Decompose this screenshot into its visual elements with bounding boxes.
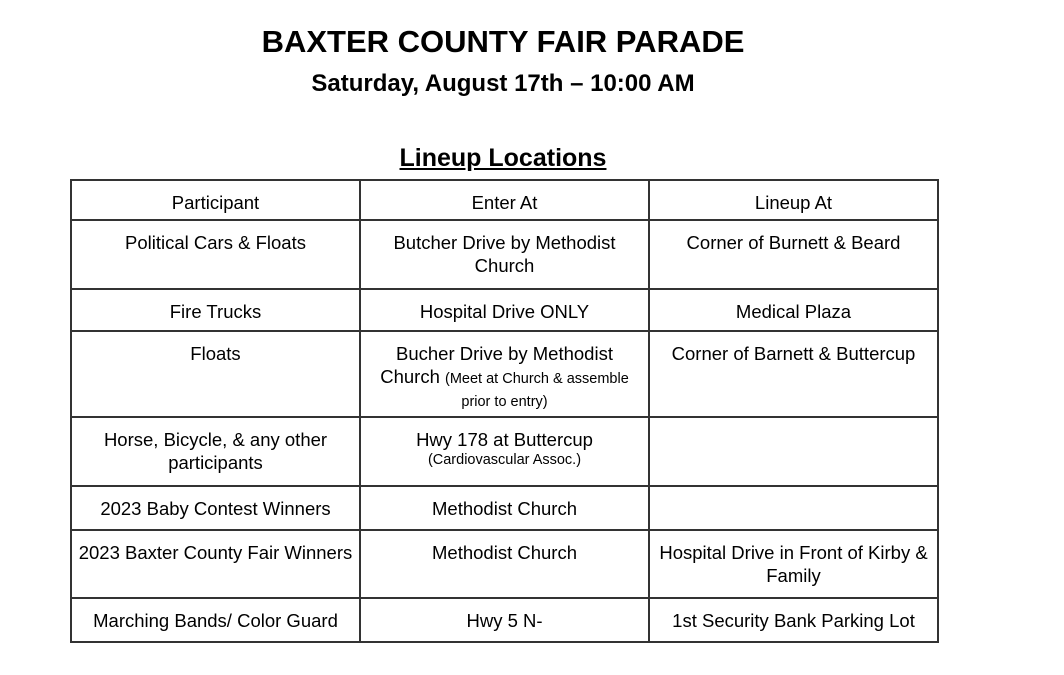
enter-at-text: Methodist Church — [432, 542, 577, 563]
lineup-at-cell — [649, 486, 938, 530]
page-title: BAXTER COUNTY FAIR PARADE — [261, 24, 745, 59]
table-row — [71, 530, 938, 598]
enter-at-cell — [360, 331, 649, 417]
lineup-at-cell: Medical Plaza — [649, 289, 938, 331]
participant-cell: Marching Bands/ Color Guard — [71, 598, 360, 642]
table-row — [71, 220, 938, 289]
enter-at-cell — [360, 417, 649, 486]
column-header-participant: Participant — [71, 180, 360, 220]
lineup-at-cell: Corner of Burnett & Beard — [649, 220, 938, 289]
lineup-table — [70, 179, 939, 643]
enter-at-cell — [360, 486, 649, 530]
enter-at-text: Hwy 178 at Buttercup — [416, 429, 593, 450]
lineup-at-cell: 1st Security Bank Parking Lot — [649, 598, 938, 642]
enter-at-text: Butcher Drive by Methodist Church — [393, 232, 616, 276]
participant-cell: Horse, Bicycle, & any other participants — [71, 417, 360, 486]
enter-at-cell — [360, 220, 649, 289]
participant-cell: 2023 Baxter County Fair Winners — [71, 530, 360, 598]
table-row — [71, 486, 938, 530]
page-subtitle: Saturday, August 17th – 10:00 AM — [311, 70, 695, 97]
enter-at-text: Bucher Drive by Methodist Church — [380, 343, 613, 387]
enter-at-cell — [360, 289, 649, 331]
table-row — [71, 598, 938, 642]
enter-at-text: Hwy 5 N- — [466, 610, 543, 631]
table-row — [71, 417, 938, 486]
participant-cell: Floats — [71, 331, 360, 417]
section-heading: Lineup Locations — [399, 144, 607, 172]
column-header-enter-at: Enter At — [360, 180, 649, 220]
table-row — [71, 331, 938, 417]
participant-cell: Fire Trucks — [71, 289, 360, 331]
enter-at-text: Hospital Drive ONLY — [419, 301, 590, 322]
table-header-row — [71, 180, 938, 220]
lineup-at-cell — [649, 417, 938, 486]
lineup-at-cell: Hospital Drive in Front of Kirby & Family — [649, 530, 938, 598]
enter-at-note: (Meet at Church & assemble prior to entry) — [445, 371, 629, 410]
enter-at-text: Methodist Church — [432, 498, 577, 519]
enter-at-cell — [360, 530, 649, 598]
table-row — [71, 289, 938, 331]
column-header-lineup-at: Lineup At — [649, 180, 938, 220]
lineup-at-cell: Corner of Barnett & Buttercup — [649, 331, 938, 417]
participant-cell: 2023 Baby Contest Winners — [71, 486, 360, 530]
enter-at-cell — [360, 598, 649, 642]
enter-at-note: (Cardiovascular Assoc.) — [427, 452, 582, 468]
participant-cell: Political Cars & Floats — [71, 220, 360, 289]
